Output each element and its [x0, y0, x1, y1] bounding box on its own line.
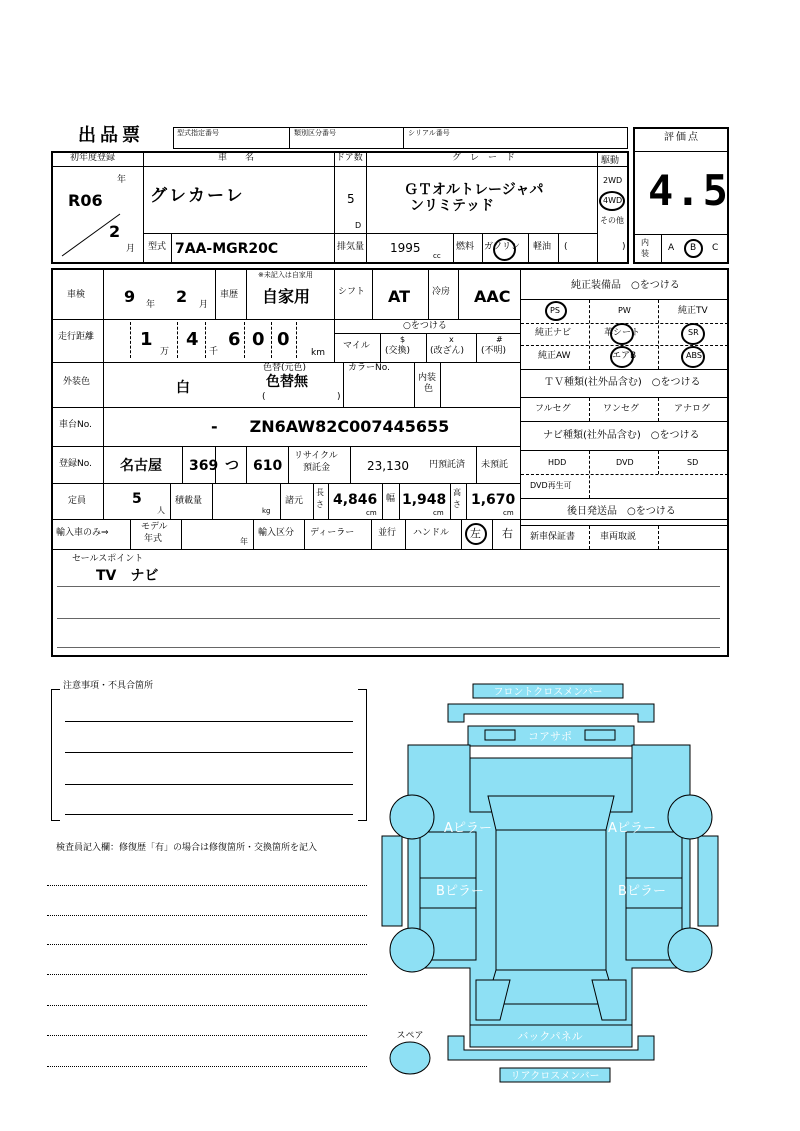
import-year-unit: 年 — [240, 537, 248, 546]
displacement-unit: cc — [433, 252, 441, 260]
recycle-label-1: リサイクル — [294, 451, 338, 461]
form-title: 出品票 — [78, 125, 144, 146]
equip-airbag: エアB — [612, 351, 637, 361]
score-label: 評価点 — [664, 132, 700, 143]
recycle-status: 未預託 — [481, 460, 509, 470]
mileage-exchange-sym: $ — [400, 335, 406, 344]
mileage-man-unit: 万 — [160, 347, 170, 357]
first-reg-month: 2 — [109, 222, 121, 241]
color-label: 外装色 — [63, 377, 91, 387]
equip-ps: PS — [550, 306, 560, 315]
fuel-circle — [493, 238, 516, 261]
chassis-value: - ZN6AW82C007445655 — [211, 417, 450, 436]
handle-left-circle — [465, 523, 487, 545]
model-designation-label: 型式指定番号 — [177, 129, 219, 137]
category-label: 類別区分番号 — [294, 129, 336, 137]
ac-label: 冷房 — [432, 287, 451, 297]
doors-label: ドア数 — [336, 153, 363, 163]
inspector-label: 検査員記入欄：修復歴「有」の場合は修復箇所・交換箇所を記入 — [56, 843, 318, 853]
width-label: 幅 — [386, 494, 396, 504]
equip-pw: PW — [618, 306, 631, 315]
registration-class: 369 — [189, 458, 219, 474]
mileage-digit-1: 1 — [140, 329, 153, 350]
height-value: 1,670 — [471, 492, 516, 508]
inspection-year-unit: 年 — [146, 300, 156, 310]
mileage-digit-2: 4 — [186, 329, 199, 350]
history-label: 車歴 — [220, 290, 239, 300]
a-pillar-right-label: Aピラー — [608, 821, 656, 836]
displacement-value: 1995 — [390, 241, 421, 255]
color-value: 白 — [176, 380, 190, 396]
mileage-mile-label: マイル — [343, 341, 370, 351]
month-unit: 月 — [126, 244, 136, 254]
handle-left: 左 — [470, 527, 481, 540]
interior-b: B — [690, 243, 697, 253]
drive-4wd-circle — [599, 191, 625, 211]
equip-leather-circle — [610, 323, 634, 345]
tv-analog: アナログ — [674, 404, 711, 414]
length-label-2: さ — [316, 500, 324, 509]
selling-points-label: セールスポイント — [72, 554, 144, 564]
import-label: 輸入車のみ⇒ — [56, 528, 109, 538]
ac-value: AAC — [474, 287, 511, 306]
equip-ps-circle — [545, 301, 567, 321]
back-panel-label: バックパネル — [517, 1030, 583, 1043]
later-docs-title: 後日発送品 ○をつける — [567, 506, 676, 517]
first-reg-label: 初年度登録 — [70, 153, 116, 163]
fuel-label: 燃料 — [456, 242, 475, 252]
model-year-label-2: 年式 — [144, 534, 163, 544]
navi-type-title: ナビ種類(社外品含む) ○をつける — [543, 430, 700, 441]
height-label-1: 高 — [453, 488, 461, 497]
inspection-year: 9 — [124, 287, 136, 306]
capacity-value: 5 — [132, 491, 142, 507]
shift-value: AT — [388, 287, 411, 306]
mileage-tamper-sym: x — [449, 335, 454, 344]
import-parallel: 並行 — [378, 528, 397, 538]
diesel-paren-open: ( — [564, 242, 568, 252]
shift-label: シフト — [338, 287, 366, 297]
diesel-label: 軽油 — [533, 242, 552, 252]
dims-label: 諸元 — [285, 496, 304, 506]
model-year-label-1: モデル — [141, 522, 168, 532]
b-pillar-right-label: Bピラー — [618, 884, 666, 899]
history-note: ※未記入は自家用 — [258, 271, 313, 279]
doors-unit: D — [355, 221, 362, 230]
repaint-paren-close: ) — [337, 392, 341, 402]
mileage-digit-5: 0 — [277, 329, 290, 350]
mileage-digit-3: 6 — [228, 329, 241, 350]
fuel-gasoline: ガソリン — [484, 242, 521, 252]
drive-other: その他 — [600, 216, 624, 225]
mileage-sen-unit: 千 — [209, 347, 219, 357]
later-manual: 車両取説 — [600, 532, 637, 542]
equip-leather-seat: 革シート — [604, 328, 641, 338]
equip-sr-circle — [681, 323, 705, 345]
grade-line1: ＧＴオルトレージャパ — [404, 182, 544, 198]
interior-color-label-2: 色 — [424, 384, 434, 394]
height-unit: cm — [503, 509, 514, 517]
navi-sd: SD — [687, 458, 699, 467]
drive-2wd: 2WD — [603, 176, 623, 185]
color-no-label: カラーNo. — [348, 363, 390, 373]
handle-label: ハンドル — [413, 528, 450, 538]
interior-label-1: 内 — [641, 238, 649, 247]
repaint-label: 色替(元色) — [263, 363, 307, 373]
mileage-unknown-sym: # — [496, 335, 503, 344]
grade-line2: ンリミテッド — [410, 198, 494, 214]
mileage-exchange-label: (交換) — [385, 346, 411, 356]
tv-fullseg: フルセグ — [535, 404, 571, 414]
mileage-digit-4: 0 — [252, 329, 265, 350]
displacement-label: 排気量 — [337, 242, 365, 252]
history-value: 自家用 — [262, 287, 311, 306]
capacity-label: 定員 — [68, 496, 87, 506]
mileage-circle-note: ○をつける — [403, 321, 447, 331]
serial-label: シリアル番号 — [408, 129, 450, 137]
registration-number: 610 — [253, 458, 283, 474]
header-id-strip — [173, 127, 628, 149]
recycle-unit: 円預託済 — [429, 460, 466, 470]
navi-dvd-play: DVD再生可 — [530, 481, 572, 490]
interior-b-circle — [684, 239, 703, 258]
equipment-title: 純正装備品 ○をつける — [571, 280, 680, 291]
first-reg-year: R06 — [68, 191, 103, 210]
recycle-amount: 23,130 — [367, 459, 409, 473]
repaint-paren-open: ( — [262, 392, 266, 402]
registration-kana: つ — [225, 458, 239, 474]
interior-color-label-1: 内装 — [418, 373, 437, 383]
navi-dvd: DVD — [616, 458, 634, 467]
doors-value: 5 — [347, 192, 355, 206]
tv-oneseg: ワンセグ — [603, 404, 640, 414]
equip-airbag-circle — [610, 346, 637, 368]
drive-label: 駆動 — [601, 156, 620, 166]
car-damage-diagram — [380, 680, 725, 1090]
mileage-km-unit: km — [311, 348, 325, 358]
caution-label: 注意事項・不具合箇所 — [63, 681, 154, 691]
height-label-2: さ — [453, 500, 461, 509]
length-unit: cm — [366, 509, 377, 517]
recycle-label-2: 預託金 — [303, 463, 331, 473]
inspection-month: 2 — [176, 287, 188, 306]
import-type-label: 輸入区分 — [258, 528, 295, 538]
tv-type-title: ＴＶ種類(社外品含む) ○をつける — [544, 377, 701, 388]
handle-right: 右 — [502, 527, 513, 540]
registration-area: 名古屋 — [120, 458, 162, 474]
registration-label: 登録No. — [59, 459, 92, 469]
inspection-label: 車検 — [67, 290, 86, 300]
repaint-value: 色替無 — [266, 374, 308, 390]
mileage-label: 走行距離 — [58, 332, 95, 342]
core-support-label: コアサポ — [528, 730, 572, 743]
mileage-tamper-label: (改ざん) — [430, 346, 465, 356]
spare-label: スペア — [396, 1031, 424, 1041]
length-label-1: 長 — [316, 488, 324, 497]
a-pillar-left-label: Aピラー — [444, 821, 492, 836]
capacity-unit: 人 — [157, 506, 165, 515]
inspection-month-unit: 月 — [199, 300, 209, 310]
year-unit: 年 — [117, 175, 127, 185]
grade-score: 4.5 — [648, 166, 730, 215]
model-type-label: 型式 — [148, 242, 167, 252]
interior-c: C — [712, 243, 719, 253]
front-cross-member-label: フロントクロスメンバー — [493, 687, 603, 698]
load-label: 積載量 — [175, 496, 203, 506]
model-type-value: 7AA-MGR20C — [175, 241, 279, 257]
equip-abs-circle — [681, 346, 705, 368]
width-value: 1,948 — [402, 492, 447, 508]
equip-genuine-aw: 純正AW — [538, 351, 571, 361]
equip-sr: SR — [688, 328, 699, 337]
drive-4wd: 4WD — [603, 196, 623, 205]
equip-genuine-tv: 純正TV — [678, 306, 708, 316]
equip-genuine-navi: 純正ナビ — [535, 328, 572, 338]
width-unit: cm — [433, 509, 444, 517]
import-dealer: ディーラー — [310, 528, 355, 538]
interior-a: A — [668, 243, 675, 253]
load-unit: kg — [262, 507, 271, 515]
selling-points-text: TV ナビ — [96, 568, 159, 584]
b-pillar-left-label: Bピラー — [436, 884, 484, 899]
equip-abs: ABS — [686, 351, 702, 360]
chassis-label: 車台No. — [59, 420, 92, 430]
car-name: グレカーレ — [150, 186, 245, 206]
length-value: 4,846 — [333, 492, 378, 508]
interior-label-2: 装 — [641, 249, 649, 258]
diesel-paren-close: ) — [622, 242, 626, 252]
car-name-label: 車 名 — [218, 153, 255, 163]
rear-cross-member-label: リアクロスメンバー — [510, 1071, 600, 1082]
mileage-unknown-label: (不明) — [481, 346, 507, 356]
later-warranty: 新車保証書 — [530, 532, 576, 542]
navi-hdd: HDD — [548, 458, 567, 467]
grade-label: グ レ ー ド — [452, 153, 516, 163]
